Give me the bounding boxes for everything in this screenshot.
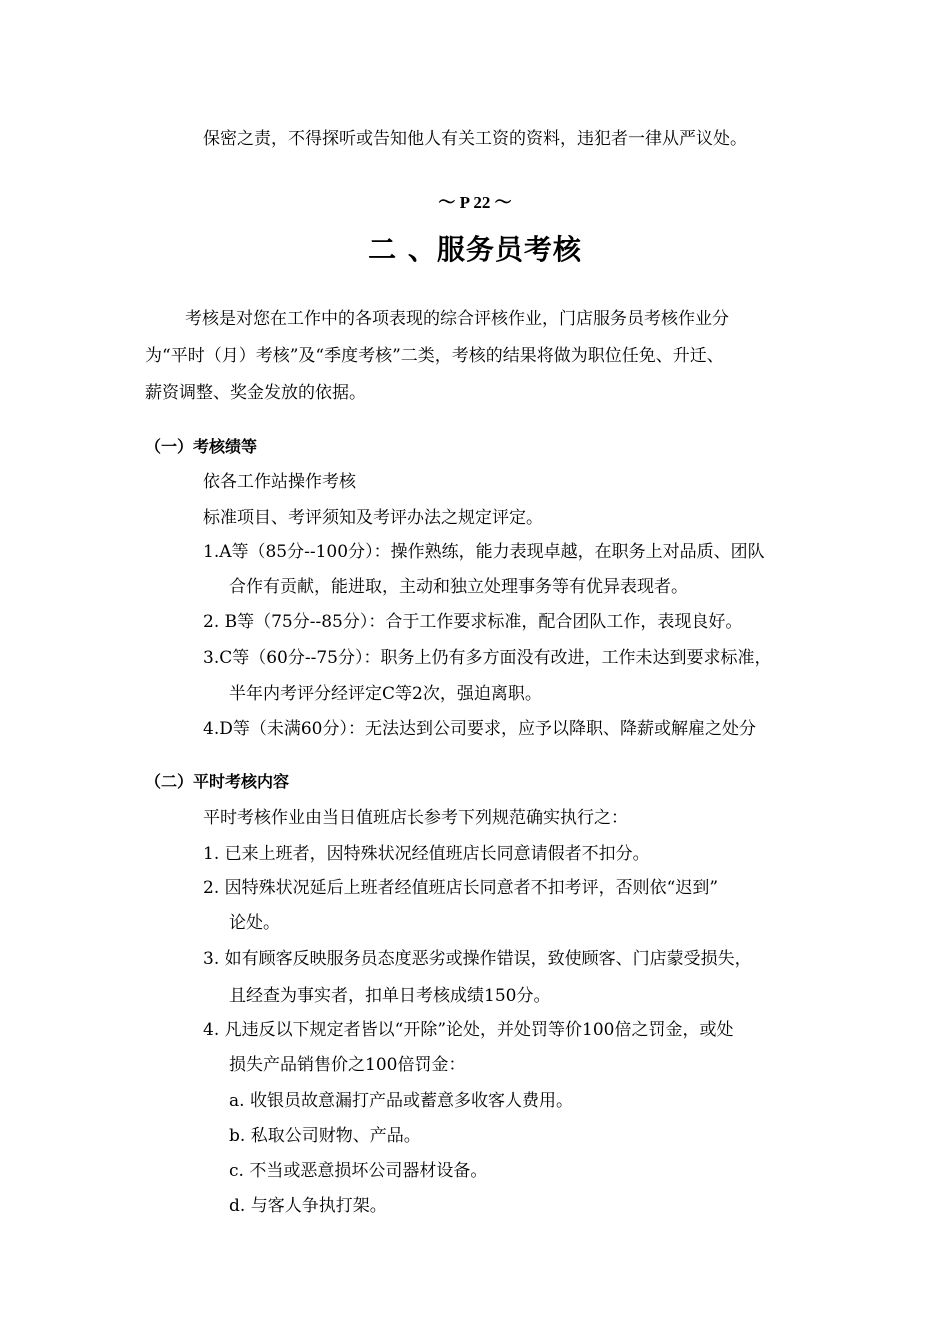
continued-paragraph: 保密之责，不得探听或告知他人有关工资的资料，违犯者一律从严议处。 [203, 129, 747, 149]
grade-b: 2. B等（75分--85分）：合于工作要求标准，配合团队工作，表现良好。 [203, 612, 743, 632]
grade-d: 4.D等（未满60分）：无法达到公司要求，应予以降职、降薪或解雇之处分 [203, 719, 756, 739]
grade-c-cont: 半年内考评分经评定C等2次，强迫离职。 [229, 684, 542, 704]
rule-4b: b. 私取公司财物、产品。 [229, 1126, 421, 1146]
grade-a: 1.A等（85分--100分）：操作熟练，能力表现卓越，在职务上对品质、团队 [203, 542, 765, 562]
grades-line-1: 依各工作站操作考核 [203, 472, 356, 492]
rule-2: 2. 因特殊状况延后上班者经值班店长同意者不扣考评，否则依“迟到” [203, 878, 719, 898]
subsection-heading-regular: （二）平时考核内容 [145, 772, 290, 791]
intro-line-3: 薪资调整、奖金发放的依据。 [145, 383, 366, 403]
rule-2-cont: 论处。 [229, 913, 280, 933]
page-number: ～ P 22 ～ [438, 193, 512, 212]
rule-3-cont: 且经查为事实者，扣单日考核成绩150分。 [229, 986, 551, 1006]
grade-c: 3.C等（60分--75分）：职务上仍有多方面没有改进，工作未达到要求标准， [203, 648, 772, 668]
regular-intro: 平时考核作业由当日值班店长参考下列规范确实执行之： [203, 808, 628, 828]
intro-line-1: 考核是对您在工作中的各项表现的综合评核作业，门店服务员考核作业分 [185, 309, 729, 329]
subsection-heading-grades: （一）考核绩等 [145, 437, 258, 456]
rule-4: 4. 凡违反以下规定者皆以“开除”论处，并处罚等价100倍之罚金，或处 [203, 1020, 734, 1040]
rule-4d: d. 与客人争执打架。 [229, 1196, 387, 1216]
rule-4a: a. 收银员故意漏打产品或蓄意多收客人费用。 [229, 1091, 573, 1111]
grade-a-cont: 合作有贡献，能进取，主动和独立处理事务等有优异表现者。 [229, 577, 688, 597]
section-title: 二 、服务员考核 [368, 233, 582, 266]
rule-4-cont: 损失产品销售价之100倍罚金： [229, 1055, 466, 1075]
intro-line-2: 为“平时（月）考核”及“季度考核”二类，考核的结果将做为职位任免、升迁、 [145, 346, 724, 366]
rule-1: 1. 已来上班者，因特殊状况经值班店长同意请假者不扣分。 [203, 844, 650, 864]
rule-3: 3. 如有顾客反映服务员态度恶劣或操作错误，致使顾客、门店蒙受损失， [203, 949, 752, 969]
rule-4c: c. 不当或恶意损坏公司器材设备。 [229, 1161, 488, 1181]
grades-line-2: 标准项目、考评须知及考评办法之规定评定。 [203, 508, 543, 528]
